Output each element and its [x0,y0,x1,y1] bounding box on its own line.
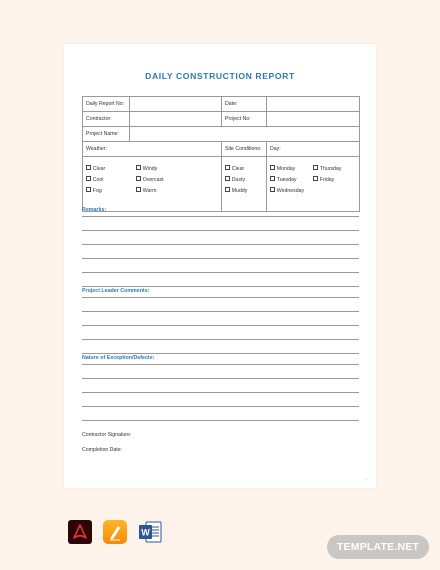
checkbox-icon[interactable] [313,165,318,170]
comments-line[interactable] [82,339,359,340]
project-no-label: Project No: [222,112,267,127]
checkbox-icon[interactable] [136,165,141,170]
weather-option[interactable]: Windy [136,164,164,175]
day-options [267,157,360,212]
checkbox-icon[interactable] [136,187,141,192]
weather-option[interactable]: Overcast [136,175,164,186]
remarks-line[interactable] [82,286,359,287]
weather-option[interactable]: Clear [86,164,136,175]
checkbox-icon[interactable] [270,176,275,181]
page-watermark: ▭ [364,476,368,481]
contractor-label: Contractor: [83,112,130,127]
day-label: Day: [267,142,360,157]
project-no-value [267,112,360,127]
completion-date-label: Completion Date: [82,447,123,453]
exceptions-line[interactable] [82,420,359,421]
remarks-line[interactable] [82,272,359,273]
comments-line[interactable] [82,325,359,326]
site-condition-option[interactable]: Muddy [225,186,263,197]
site-conditions-options [222,157,267,212]
svg-text:W: W [141,527,150,538]
site-condition-option[interactable]: Clear [225,164,263,175]
checkbox-icon[interactable] [86,176,91,181]
date-value [267,97,360,112]
report-header-table [82,96,360,212]
comments-line[interactable] [82,353,359,354]
pages-icon[interactable] [103,520,127,544]
document-title: DAILY CONSTRUCTION REPORT [145,71,295,81]
day-option[interactable]: Monday [270,164,313,175]
checkbox-icon[interactable] [86,165,91,170]
contractor-value [130,112,222,127]
weather-option[interactable]: Cool [86,175,136,186]
remarks-line[interactable] [82,216,359,217]
contractor-signature-label: Contractor Signature: [82,432,132,438]
checkbox-icon[interactable] [313,176,318,181]
remarks-line[interactable] [82,258,359,259]
weather-option[interactable]: Fog [86,186,136,197]
leader-comments-label: Project Leader Comments: [82,288,150,294]
checkbox-icon[interactable] [86,187,91,192]
daily-report-no-value [130,97,222,112]
remarks-label: Remarks: [82,207,107,213]
weather-label: Weather: [83,142,222,157]
day-option[interactable]: Friday [313,175,341,186]
exceptions-label: Nature of Exception/Defects: [82,355,155,361]
day-option[interactable]: Thursday [313,164,341,175]
comments-line[interactable] [82,297,359,298]
word-icon[interactable] [138,520,162,544]
exceptions-line[interactable] [82,406,359,407]
pdf-icon[interactable] [68,520,92,544]
project-name-label: Project Name: [83,127,130,142]
exceptions-line[interactable] [82,364,359,365]
remarks-line[interactable] [82,230,359,231]
checkbox-icon[interactable] [270,165,275,170]
date-label: Date: [222,97,267,112]
checkbox-icon[interactable] [225,176,230,181]
weather-option[interactable]: Warm [136,186,164,197]
template-net-badge[interactable]: TEMPLATE.NET [327,535,429,559]
site-condition-option[interactable]: Dusty [225,175,263,186]
day-option[interactable]: Tuesday [270,175,313,186]
site-conditions-label: Site Conditions: [222,142,267,157]
document-page [64,44,376,488]
remarks-line[interactable] [82,244,359,245]
checkbox-icon[interactable] [270,187,275,192]
project-name-value [130,127,360,142]
exceptions-line[interactable] [82,392,359,393]
checkbox-icon[interactable] [225,187,230,192]
exceptions-line[interactable] [82,378,359,379]
checkbox-icon[interactable] [136,176,141,181]
day-option[interactable]: Wednesday [270,186,313,197]
weather-options [83,157,222,212]
checkbox-icon[interactable] [225,165,230,170]
daily-report-no-label: Daily Report No: [83,97,130,112]
comments-line[interactable] [82,311,359,312]
